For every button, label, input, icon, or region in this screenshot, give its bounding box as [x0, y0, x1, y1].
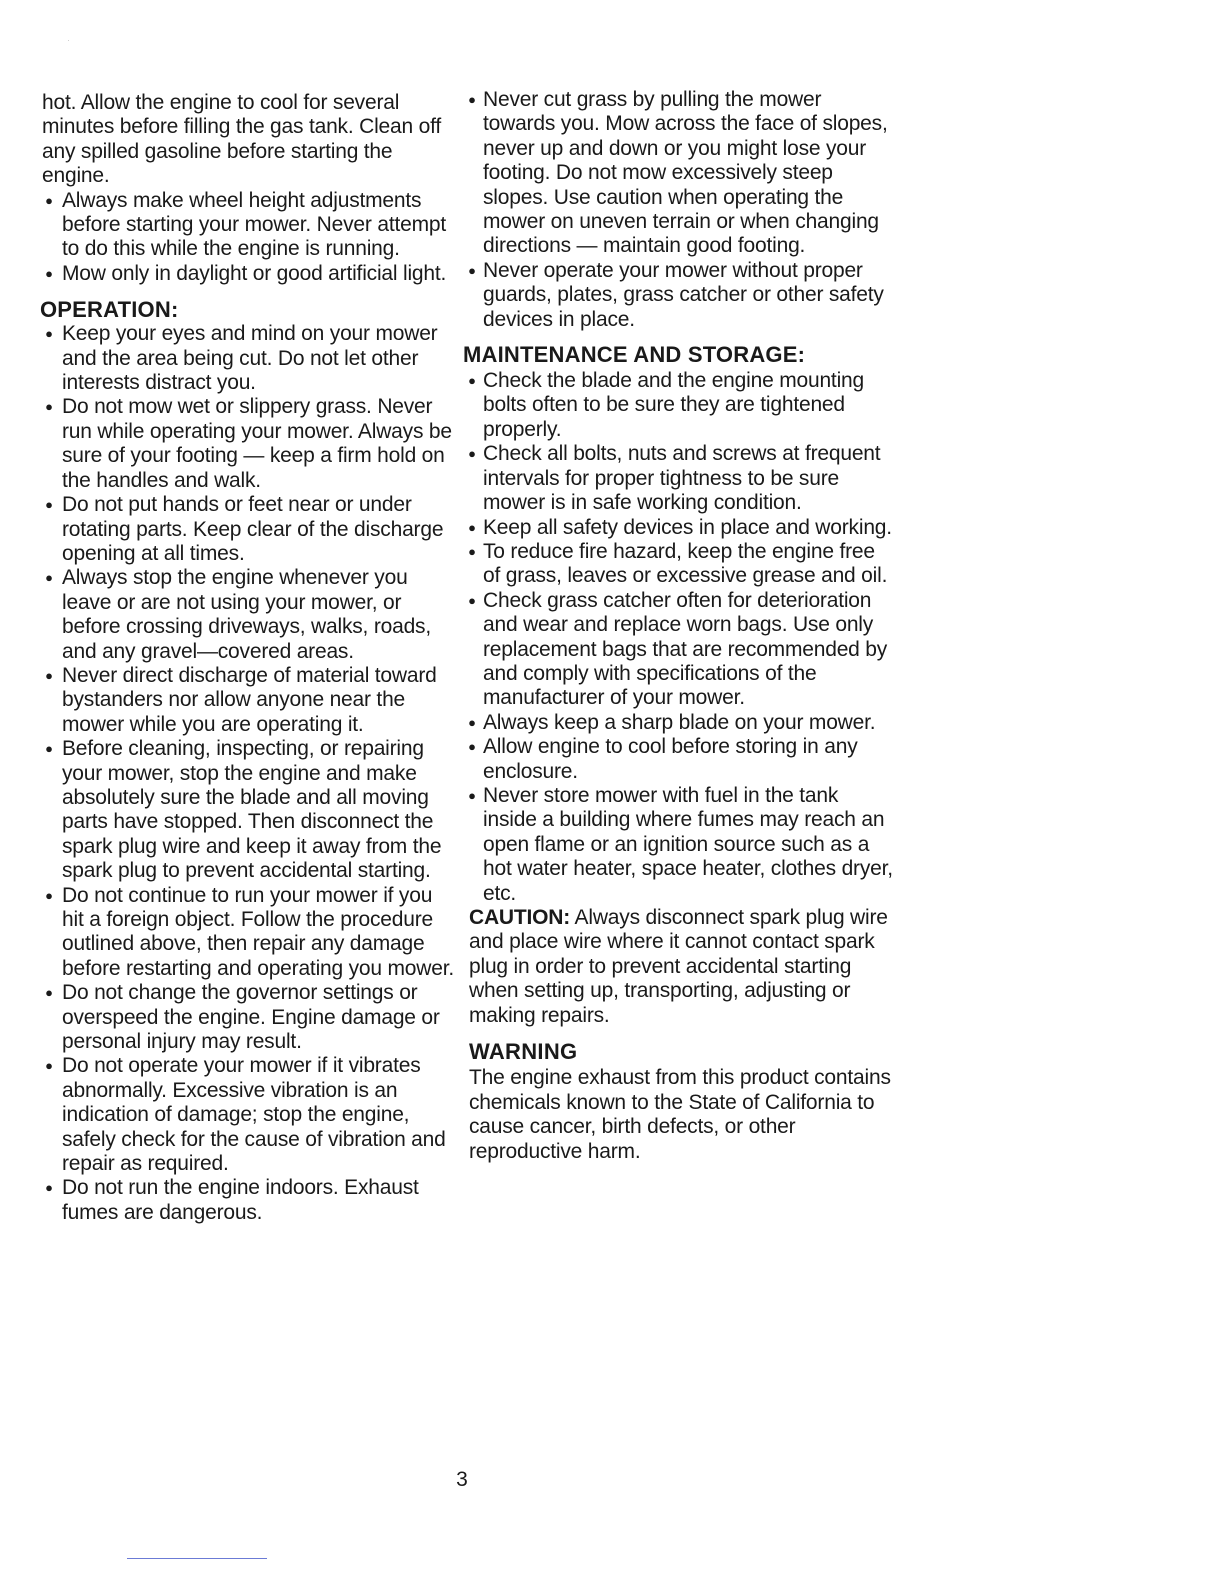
bullet-icon: ●	[45, 497, 53, 513]
bullet-icon: ●	[468, 714, 476, 730]
bullet-icon: ●	[45, 192, 53, 208]
list-item: ● Do not continue to run your mower if you hit a foreign object. Follow the procedure outlined above, then repair any damage before restarting and operating you mower.	[40, 884, 455, 982]
page-number: 3	[456, 1468, 468, 1491]
bullet-icon: ●	[45, 667, 53, 683]
pre-maintenance-list	[463, 88, 893, 332]
bullet-icon: ●	[45, 1058, 53, 1074]
bullet-icon: ●	[468, 262, 476, 278]
maintenance-list	[463, 369, 893, 906]
right-column	[463, 88, 893, 1164]
warning-heading: WARNING	[469, 1039, 578, 1065]
caution-label: CAUTION:	[469, 906, 571, 929]
maintenance-heading: MAINTENANCE AND STORAGE:	[463, 342, 806, 368]
bullet-icon: ●	[45, 265, 53, 281]
bullet-icon: ●	[45, 570, 53, 586]
list-item: ● Never cut grass by pulling the mower towards you. Mow across the face of slopes, never up and down or you might lose your footing. Do not mow excessively steep slopes. Use caution when operating the mower on uneven terrain or when changing directions — maintain good footing.	[463, 88, 893, 259]
list-item: ● Never operate your mower without proper guards, plates, grass catcher or other safety devices in place.	[463, 259, 893, 332]
list-item: ● Check grass catcher often for deterioration and wear and replace worn bags. Use only replacement bags that are recommended by and comply with specifications of the manufacturer of your mower.	[463, 589, 893, 711]
bullet-icon: ●	[45, 741, 53, 757]
caution-text: Always disconnect spark plug wire and place wire where it cannot contact spark plug in order to prevent accidental starting when setting up, transporting, adjusting or making repairs.	[469, 906, 888, 1027]
operation-list	[40, 322, 455, 1225]
bullet-icon: ●	[468, 739, 476, 755]
pre-operation-list	[40, 189, 455, 287]
caution-note	[469, 906, 893, 1028]
list-item: ● Mow only in daylight or good artificial light.	[40, 262, 455, 286]
list-item: ● Always keep a sharp blade on your mower.	[463, 711, 893, 735]
bullet-icon: ●	[468, 592, 476, 608]
list-item: ● To reduce fire hazard, keep the engine free of grass, leaves or excessive grease and oil.	[463, 540, 893, 589]
list-item: ● Always make wheel height adjustments before starting your mower. Never attempt to do this while the engine is running.	[40, 189, 455, 262]
list-item: ● Do not change the governor settings or overspeed the engine. Engine damage or personal injury may result.	[40, 981, 455, 1054]
list-item: ● Do not operate your mower if it vibrates abnormally. Excessive vibration is an indication of damage; stop the engine, safely check for the cause of vibration and repair as required.	[40, 1054, 455, 1176]
list-item: ● Do not put hands or feet near or under rotating parts. Keep clear of the discharge opening at all times.	[40, 493, 455, 566]
list-item: ● Never direct discharge of material toward bystanders nor allow anyone near the mower while you are operating it.	[40, 664, 455, 737]
bullet-icon: ●	[468, 787, 476, 803]
list-item: ● Never store mower with fuel in the tank inside a building where fumes may reach an open flame or an ignition source such as a hot water heater, space heater, clothes dryer, etc.	[463, 784, 893, 906]
warning-text: The engine exhaust from this product contains chemicals known to the State of California to cause cancer, birth defects, or other reproductive harm.	[469, 1066, 891, 1163]
left-column	[40, 91, 455, 1225]
bullet-icon: ●	[468, 519, 476, 535]
list-item: ● Do not run the engine indoors. Exhaust fumes are dangerous.	[40, 1176, 455, 1225]
list-item: ● Before cleaning, inspecting, or repairing your mower, stop the engine and make absolutely sure the blade and all moving parts have stopped. Then disconnect the spark plug wire and keep it away from the spark plug to prevent accidental starting.	[40, 737, 455, 883]
intro-continuation: hot. Allow the engine to cool for several minutes before filling the gas tank. Clean off any spilled gasoline before starting the engine.	[42, 91, 441, 188]
bullet-icon: ●	[468, 373, 476, 389]
bullet-icon: ●	[468, 92, 476, 107]
bullet-icon: ●	[45, 1180, 53, 1196]
bullet-icon: ●	[45, 985, 53, 1001]
list-item: ● Do not mow wet or slippery grass. Never run while operating your mower. Always be sure of your footing — keep a firm hold on the handles and walk.	[40, 395, 455, 493]
bullet-icon: ●	[468, 446, 476, 462]
operation-heading: OPERATION:	[40, 297, 179, 323]
list-item: ● Allow engine to cool before storing in any enclosure.	[463, 735, 893, 784]
bullet-icon: ●	[45, 326, 53, 342]
list-item: ● Check the blade and the engine mounting bolts often to be sure they are tightened properly.	[463, 369, 893, 442]
list-item: ● Keep all safety devices in place and working.	[463, 516, 893, 540]
list-item: ● Keep your eyes and mind on your mower and the area being cut. Do not let other interests distract you.	[40, 322, 455, 395]
list-item: ● Always stop the engine whenever you leave or are not using your mower, or before crossing driveways, walks, roads, and any gravel—covered areas.	[40, 566, 455, 664]
bullet-icon: ●	[468, 543, 476, 559]
scan-speck	[68, 40, 69, 41]
list-item: ● Check all bolts, nuts and screws at frequent intervals for proper tightness to be sure mower is in safe working condition.	[463, 442, 893, 515]
bullet-icon: ●	[45, 887, 53, 903]
bullet-icon: ●	[45, 399, 53, 415]
bottom-rule	[127, 1558, 267, 1559]
